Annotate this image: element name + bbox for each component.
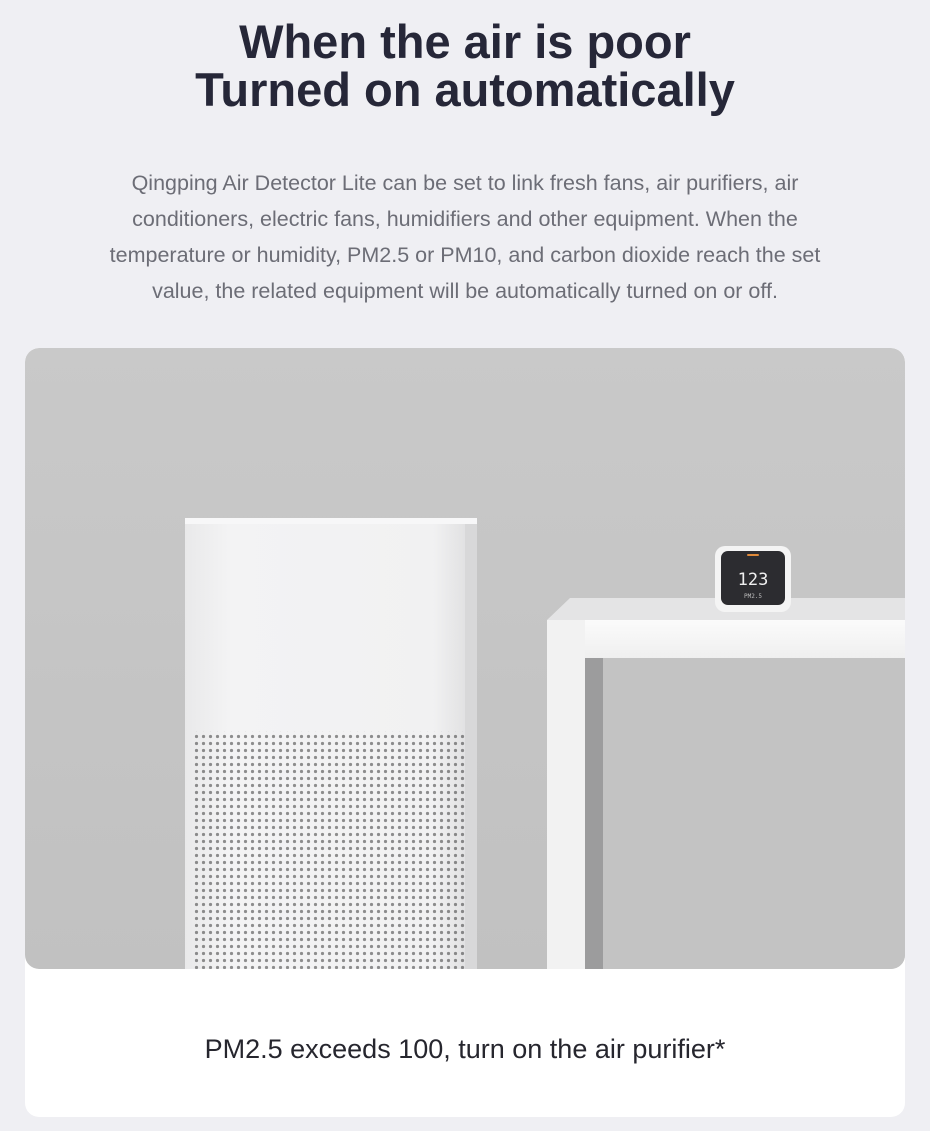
air-detector-device: [715, 546, 791, 612]
headline-line-1: When the air is poor: [239, 15, 691, 68]
side-table-illustration: [547, 598, 905, 969]
headline-line-2: Turned on automatically: [195, 63, 735, 116]
feature-caption: PM2.5 exceeds 100, turn on the air purifier*: [204, 1034, 726, 1064]
device-display-value: 123: [737, 570, 769, 590]
device-display-label: PM2.5: [743, 593, 763, 600]
product-photo: [25, 348, 905, 969]
headline: [0, 15, 930, 116]
air-purifier-illustration: [185, 518, 477, 969]
feature-card: [25, 348, 905, 1117]
description-text: Qingping Air Detector Lite can be set to link fresh fans, air purifiers, air conditioners, electric fans, humidifiers and other equipment. When the temperature or humidity, PM2.5 or PM10, and carbon dioxide reach the set value, the related equipment will be automatically turned on or off.: [109, 171, 821, 303]
